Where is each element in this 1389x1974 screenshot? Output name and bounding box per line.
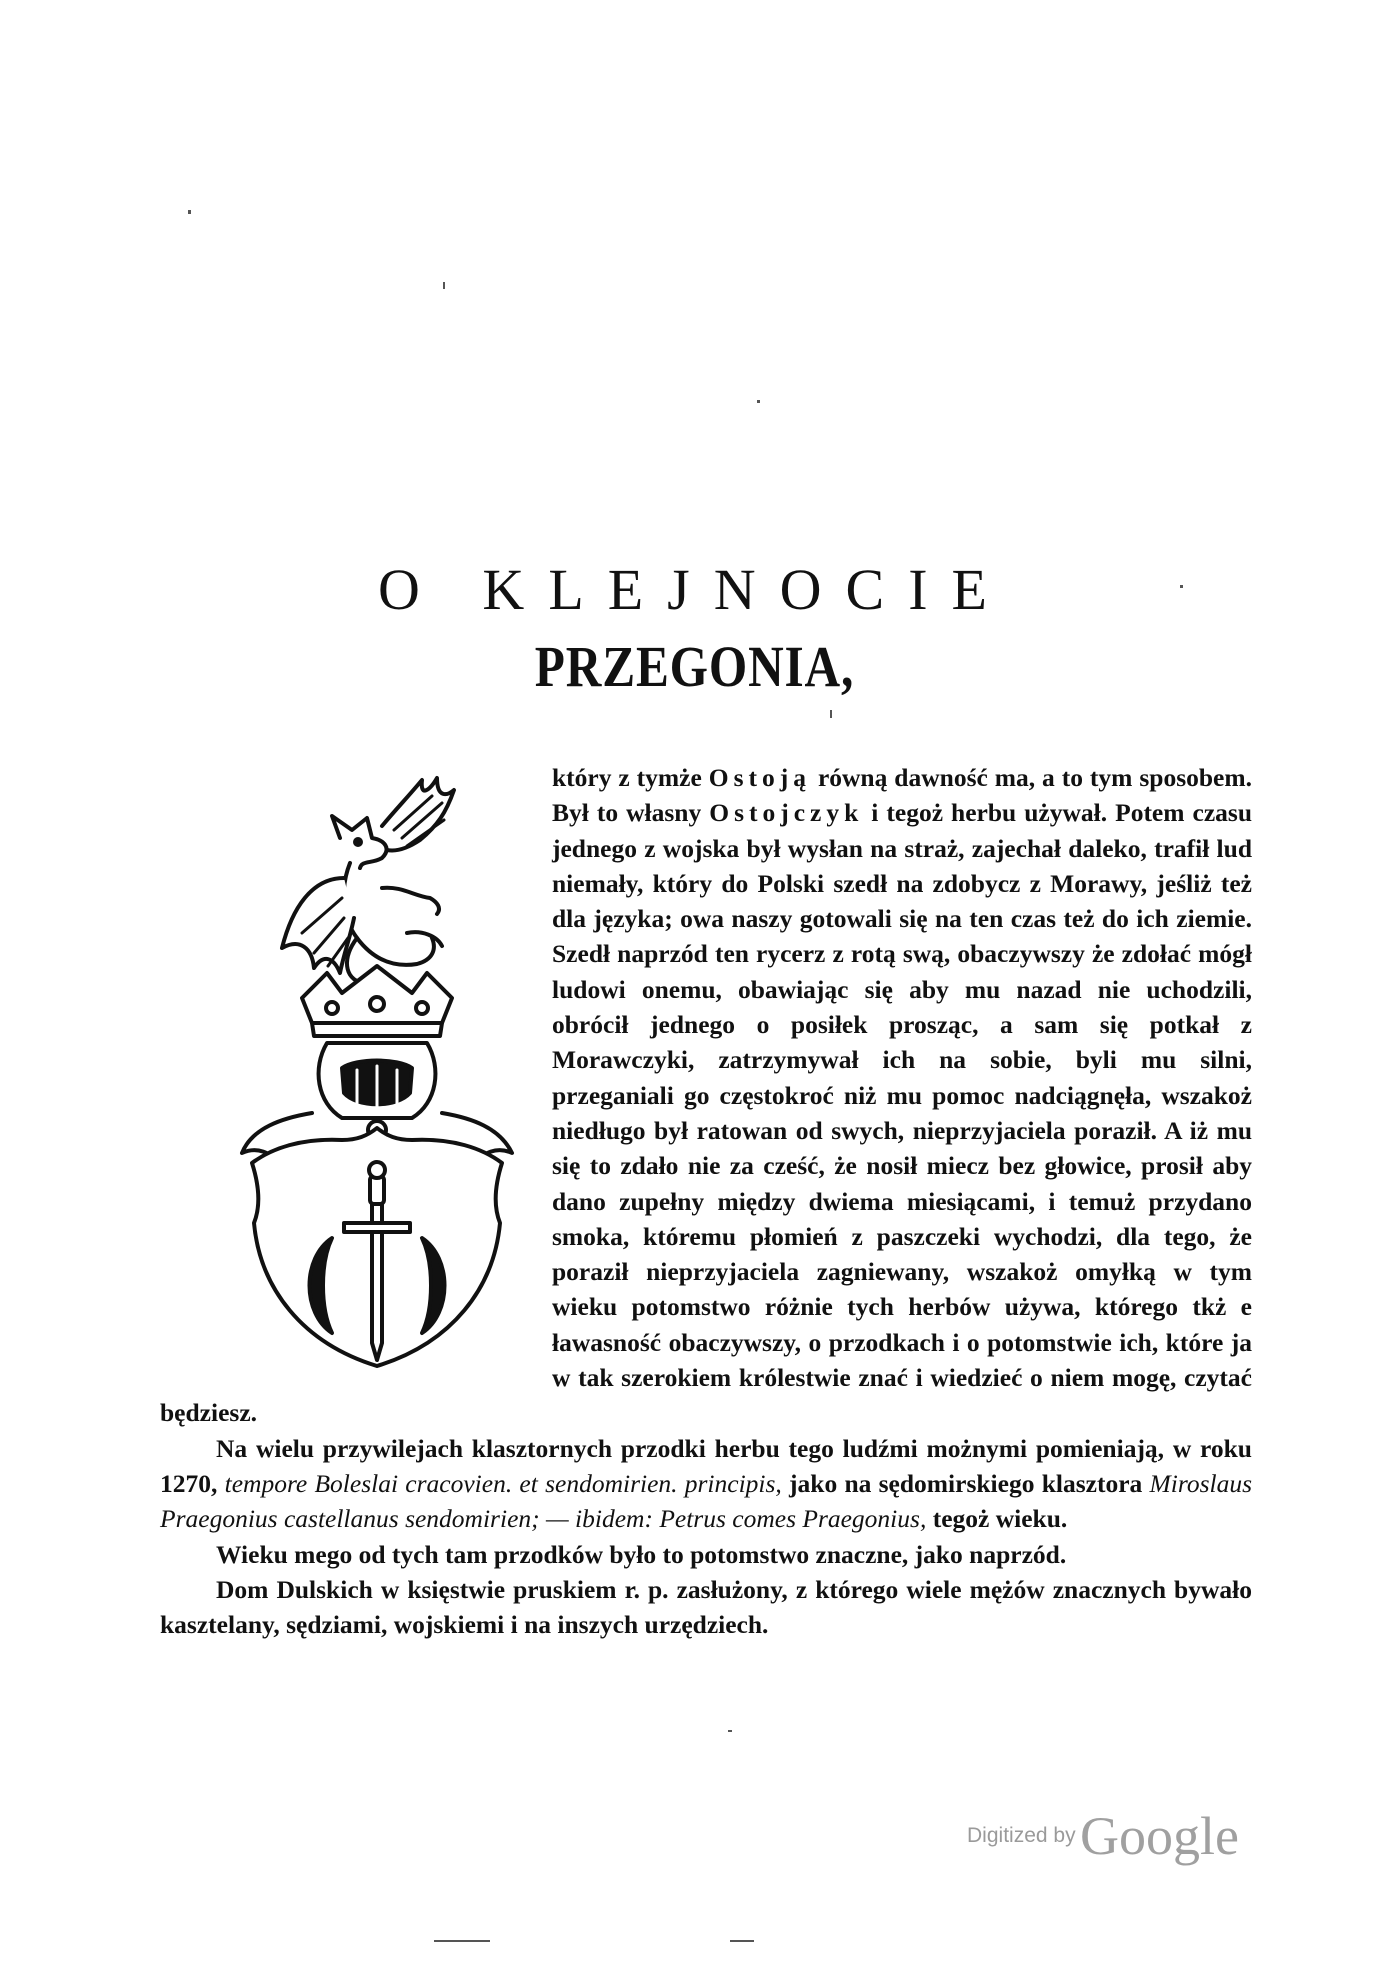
title-subheading: PRZEGONIA, xyxy=(534,634,855,699)
p2-text-a: Na wielu przywilejach klasztornych przodki herbu tego ludźmi możnymi pomieniają, w roku 1270, xyxy=(160,1433,1252,1498)
body-text xyxy=(160,760,1252,1642)
p1-text-a: który z tymże xyxy=(552,763,709,792)
p2-latin-tempore: tempore Boleslai cracovien. et sendomirien. principis, xyxy=(224,1468,782,1498)
p4-text-a: Dom xyxy=(216,1574,277,1604)
watermark-brand: Google xyxy=(1080,1806,1239,1866)
p2-text-e: tegoż wieku. xyxy=(926,1504,1068,1534)
crest-spacer xyxy=(160,760,552,1380)
google-watermark xyxy=(967,1805,1239,1867)
p2-latin-names: Miroslaus Praegonius castellanus sendomirien; — ibidem: Petrus comes Praegonius, xyxy=(160,1468,1253,1534)
scan-speck xyxy=(443,282,445,289)
p4-name-dulskich: Dulskich xyxy=(276,1574,373,1604)
p1-text-e: i tegoż herbu używał. Potem czasu jednego z wojska był wysłan na straż, zajechał daleko, trafił lud niemały, który do Polski szedł na zdobycz z Morawy, jeśliż też dla języka; owa naszy gotowali się na ten czas też do ich ziemie. Szedł naprzód ten rycerz z rotą swą, obaczywszy że zdołać mógł ludowi onemu, obawiając się aby mu nazad nie uchodzili, obrócił jednego o posiłek prosząc, a sam się potkał z Morawczyki, zatrzymywał ich na sobie, byli mu silni, przeganiali go częstokroć niż mu pomoc nadciągnęła, wszakoż niedługo był ratowan od swych, nieprzyjaciela poraził. A iż mu się to zdało nie za cześć, że nosił miecz bez głowice, prosił aby dano zupełny między dwiema miesiącami, i temuż przydano smoka, któremu płomień z paszczeki wychodzi, dla tego, że poraził nieprzyjaciela zagniewany, wszakoż omyłką w tym wieku potomstwo różnie tych herbów używa, którego tkż e ławasność obaczywszy, o przodkach i o potomstwie ich, które ja w tak szerokiem królestwie znać i wiedzieć o niem mogę, czytać będziesz. xyxy=(160,798,1252,1428)
watermark-prefix: Digitized by xyxy=(967,1824,1076,1847)
p4-text-c: w księstwie pruskiem r. p. zasłużony, z którego wiele mężów znacznych bywało kasztelany, sędziami, wojskiemi i na inszych urzędziech. xyxy=(160,1574,1252,1640)
scan-speck xyxy=(830,710,832,718)
p2-text-c: jako na sędomirskiego klasztora xyxy=(781,1468,1150,1498)
scan-speck xyxy=(757,400,760,403)
paragraph-2 xyxy=(160,1431,1252,1537)
p1-text-c: równą dawność ma, a to tym sposobem. Był to własny xyxy=(552,763,1252,828)
p1-name-ostoja: Ostoją xyxy=(708,763,811,792)
scan-speck xyxy=(188,210,191,214)
p1-name-ostojczyk: Ostojczyk xyxy=(709,798,864,828)
paragraph-3: Wieku mego od tych tam przodków było to potomstwo znaczne, jako naprzód. xyxy=(216,1539,1067,1569)
scan-speck xyxy=(1180,585,1183,588)
scan-speck xyxy=(434,1940,490,1942)
scan-speck xyxy=(730,1940,754,1942)
title-heading: O KLEJNOCIE xyxy=(378,557,1011,622)
scan-speck xyxy=(728,1730,732,1732)
paragraph-4 xyxy=(160,1572,1252,1643)
